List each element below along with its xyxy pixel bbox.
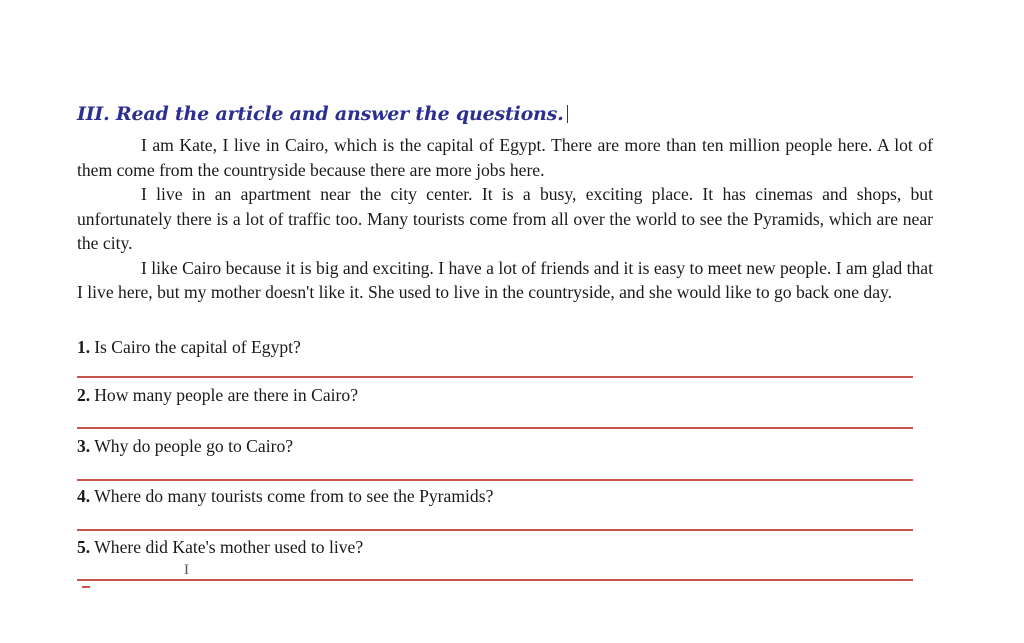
text-cursor <box>567 105 568 123</box>
answer-line-4[interactable] <box>77 529 913 531</box>
question-number: 2. <box>77 385 91 405</box>
question-number: 4. <box>77 486 91 506</box>
stray-mark: I <box>184 562 189 578</box>
question-4 <box>77 486 493 507</box>
question-number: 3. <box>77 436 91 456</box>
answer-line-3[interactable] <box>77 479 913 481</box>
question-text: Where do many tourists come from to see the Pyramids? <box>94 486 494 506</box>
question-3 <box>77 436 293 457</box>
question-text: Where did Kate's mother used to live? <box>94 537 364 557</box>
answer-line-2[interactable] <box>77 427 913 429</box>
exercise-heading <box>77 103 568 125</box>
question-2 <box>77 385 358 406</box>
answer-line-5[interactable] <box>77 579 913 581</box>
question-text: Why do people go to Cairo? <box>94 436 294 456</box>
article-text <box>77 133 933 305</box>
question-number: 1. <box>77 337 91 357</box>
question-5 <box>77 537 363 558</box>
question-1 <box>77 337 301 358</box>
article-paragraph: I am Kate, I live in Cairo, which is the capital of Egypt. There are more than ten million people here. A lot of them come from the countryside because there are more jobs here. <box>77 135 933 180</box>
answer-line-1[interactable] <box>77 376 913 378</box>
question-number: 5. <box>77 537 91 557</box>
question-text: Is Cairo the capital of Egypt? <box>94 337 301 357</box>
stray-dash <box>82 586 90 588</box>
question-text: How many people are there in Cairo? <box>94 385 359 405</box>
article-paragraph: I live in an apartment near the city center. It is a busy, exciting place. It has cinemas and shops, but unfortunately there is a lot of traffic too. Many tourists come from all over the world to see the Pyramids, which are near the city. <box>77 184 933 253</box>
article-paragraph: I like Cairo because it is big and exciting. I have a lot of friends and it is easy to meet new people. I am glad that I live here, but my mother doesn't like it. She used to live in the countryside, and she would like to go back one day. <box>77 257 933 302</box>
exercise-heading-text: III. Read the article and answer the questions. <box>77 103 564 125</box>
